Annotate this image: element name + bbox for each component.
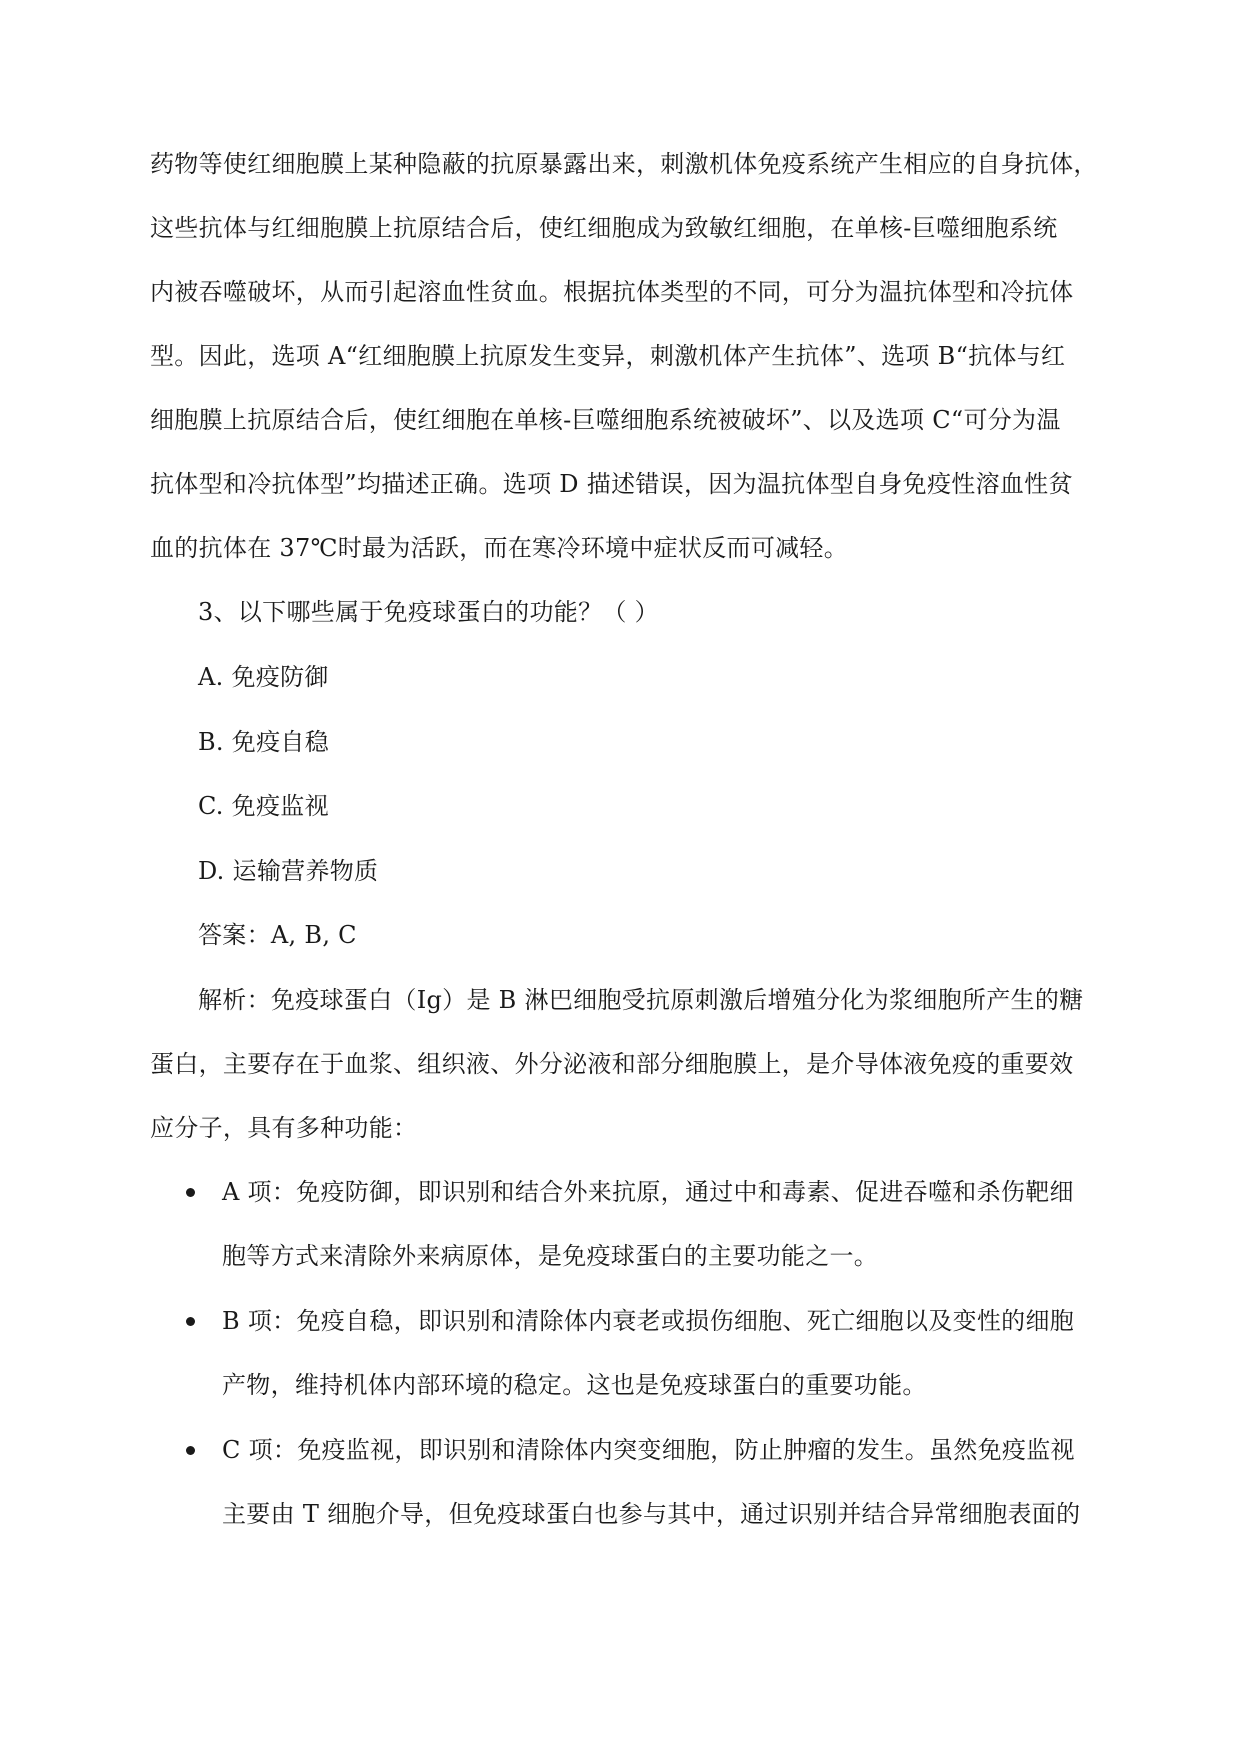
bullet-line: B 项：免疫自稳，即识别和清除体内衰老或损伤细胞、死亡细胞以及变性的细胞 [222,1307,1075,1335]
paragraph-line: 内被吞噬破坏，从而引起溶血性贫血。根据抗体类型的不同，可分为温抗体型和冷抗体 [150,278,1074,306]
bullet-dot [186,1188,195,1197]
paragraph-line: 血的抗体在 37℃时最为活跃，而在寒冷环境中症状反而可减轻。 [150,534,849,562]
bullet-line: 主要由 T 细胞介导，但免疫球蛋白也参与其中，通过识别并结合异常细胞表面的 [222,1500,1081,1528]
paragraph-line: 抗体型和冷抗体型”均描述正确。选项 D 描述错误，因为温抗体型自身免疫性溶血性贫 [150,470,1073,498]
bullet-dot [186,1446,195,1455]
analysis-line: 解析：免疫球蛋白（Ig）是 B 淋巴细胞受抗原刺激后增殖分化为浆细胞所产生的糖 [198,986,1084,1014]
bullet-line: C 项：免疫监视，即识别和清除体内突变细胞，防止肿瘤的发生。虽然免疫监视 [222,1436,1075,1464]
bullet-line: 产物，维持机体内部环境的稳定。这也是免疫球蛋白的重要功能。 [222,1371,927,1399]
bullet-dot [186,1317,195,1326]
analysis-line: 蛋白，主要存在于血浆、组织液、外分泌液和部分细胞膜上，是介导体液免疫的重要效 [150,1050,1074,1078]
option-a: A. 免疫防御 [198,663,329,691]
option-d: D. 运输营养物质 [198,857,379,885]
answer: 答案：A, B, C [198,921,357,949]
paragraph-line: 这些抗体与红细胞膜上抗原结合后，使红细胞成为致敏红细胞，在单核-巨噬细胞系统 [150,214,1058,242]
bullet-line: 胞等方式来清除外来病原体，是免疫球蛋白的主要功能之一。 [222,1242,879,1270]
option-c: C. 免疫监视 [198,792,329,820]
paragraph-line: 细胞膜上抗原结合后，使红细胞在单核-巨噬细胞系统被破坏”、以及选项 C“可分为温 [150,406,1061,434]
paragraph-line: 型。因此，选项 A“红细胞膜上抗原发生变异，刺激机体产生抗体”、选项 B“抗体与红 [150,342,1066,370]
paragraph-line: 药物等使红细胞膜上某种隐蔽的抗原暴露出来，刺激机体免疫系统产生相应的自身抗体， [150,150,1098,178]
bullet-line: A 项：免疫防御，即识别和结合外来抗原，通过中和毒素、促进吞噬和杀伤靶细 [222,1178,1074,1206]
analysis-line: 应分子，具有多种功能： [150,1114,418,1142]
option-b: B. 免疫自稳 [198,728,329,756]
question-stem: 3、以下哪些属于免疫球蛋白的功能？（ ） [198,598,659,626]
